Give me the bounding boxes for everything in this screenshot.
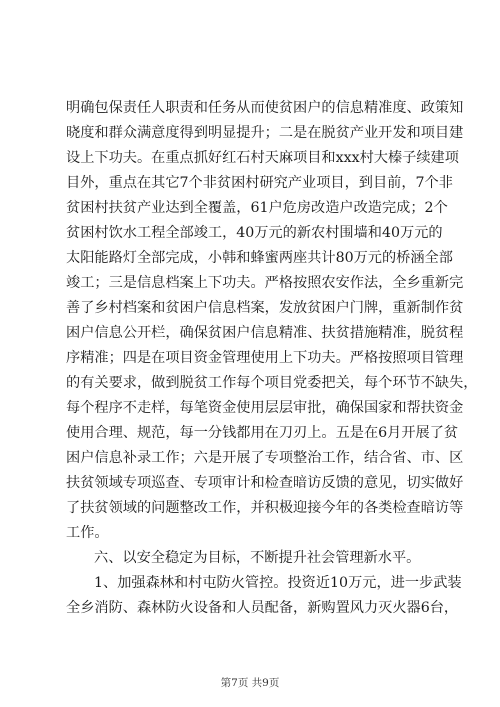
text-line: 贫困村饮水工程全部竣工，40万元的新农村围墙和40万元的: [66, 225, 443, 241]
text-line: 扶贫领域专项巡查、专项审计和检查暗访反馈的意见，切实做好: [66, 475, 464, 491]
text-line: 困户信息公开栏，确保贫困户信息精准、扶贫措施精准，脱贫程: [66, 325, 464, 341]
text-line: 序精准；四是在项目资金管理使用上下功夫。严格按照项目管理: [66, 350, 464, 366]
text-line: 太阳能路灯全部完成，小韩和蜂蜜两座共计80万元的桥涵全部: [66, 250, 453, 266]
text-line: 困户信息补录工作；六是开展了专项整治工作，结合省、市、区: [66, 450, 464, 466]
text-line: 晓度和群众满意度得到明显提升；二是在脱贫产业开发和项目建: [66, 125, 464, 141]
text-line: 1、加强森林和村屯防火管控。投资近10万元，进一步武装: [94, 575, 462, 591]
text-line: 目外，重点在其它7个非贫困村研究产业项目，到目前，7个非: [66, 175, 453, 191]
text-line: 贫困村扶贫产业达到全覆盖，61户危房改造户改造完成；2个: [66, 200, 448, 216]
text-line: 善了乡村档案和贫困户信息档案，发放贫困户门牌，重新制作贫: [66, 300, 464, 316]
text-line: 全乡消防、森林防火设备和人员配备，新购置风力灭火器6台，: [66, 600, 459, 616]
text-line: 的有关要求，做到脱贫工作每个项目党委把关，每个环节不缺失，: [66, 375, 478, 391]
section-heading: 六、以安全稳定为目标，不断提升社会管理新水平。: [94, 550, 421, 566]
text-line: 工作。: [66, 525, 109, 541]
document-body: [66, 96, 478, 621]
text-line: 竣工；三是信息档案上下功夫。严格按照农安作法，全乡重新完: [66, 275, 464, 291]
text-line: 了扶贫领域的问题整改工作，并积极迎接今年的各类检查暗访等: [66, 500, 464, 516]
text-line: 每个程序不走样，每笔资金使用层层审批，确保国家和帮扶资金: [66, 400, 464, 416]
text-line: 明确包保责任人职责和任务从而使贫困户的信息精准度、政策知: [66, 100, 464, 116]
text-line: 使用合理、规范，每一分钱都用在刀刃上。五是在6月开展了贫: [66, 425, 459, 441]
text-line: 设上下功夫。在重点抓好红石村天麻项目和xxx村大榛子续建项: [66, 150, 459, 166]
page-number-footer: 第7页 共9页: [220, 677, 280, 689]
